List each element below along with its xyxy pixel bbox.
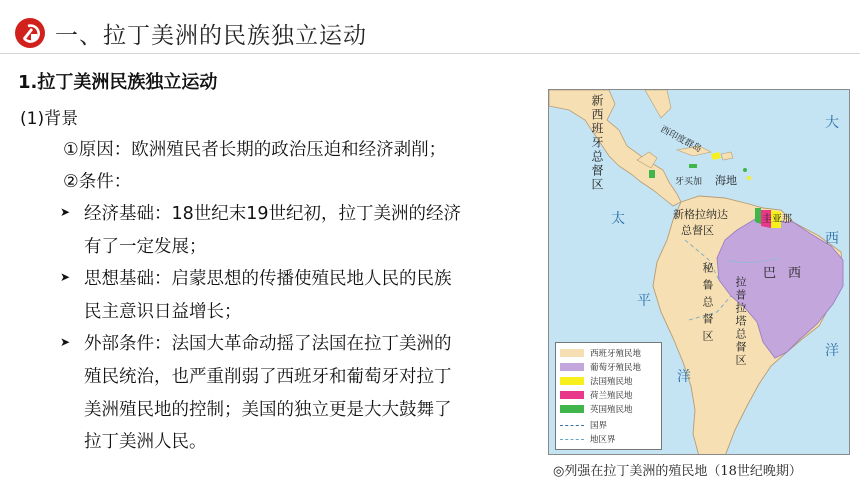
colonial-map [548, 89, 850, 455]
section-heading: 1.拉丁美洲民族独立运动 [18, 72, 218, 93]
map-label-new-spain: 新西班牙总督区 [590, 94, 604, 192]
map-label-west-indies: 西印度群岛 [658, 124, 704, 155]
map-label-pacific-2: 平 [637, 293, 651, 309]
external-conditions-line-4: 拉丁美洲人民。 [84, 432, 207, 452]
map-caption: ◎列强在拉丁美洲的殖民地（18世纪晚期） [553, 464, 802, 479]
external-conditions-line-2: 殖民统治，也严重削弱了西班牙和葡萄牙对拉丁 [84, 367, 452, 387]
map-label-pacific-3: 洋 [677, 369, 691, 385]
arrow-bullet-icon: ➤ [60, 270, 71, 284]
map-label-new-granada-1: 新格拉纳达 [673, 208, 728, 221]
condition-label: ②条件： [63, 172, 132, 192]
arrow-bullet-icon: ➤ [60, 335, 71, 349]
map-label-la-plata: 拉普拉塔总督区 [734, 276, 747, 367]
economic-basis-line-1: 经济基础：18世纪末19世纪初，拉丁美洲的经济 [84, 204, 462, 224]
cause-text: ①原因：欧洲殖民者长期的政治压迫和经济剥削； [63, 140, 447, 160]
map-label-atlantic-1: 大 [825, 115, 839, 131]
map-label-new-granada-2: 总督区 [681, 224, 714, 237]
legend-swatch [560, 363, 584, 371]
legend-line [560, 425, 584, 426]
legend-item-portugal: 葡萄牙殖民地 [560, 361, 641, 373]
map-label-atlantic-3: 洋 [825, 343, 839, 359]
background-label: (1)背景 [20, 109, 79, 129]
legend-swatch [560, 391, 584, 399]
legend-item-national-border: 国界 [560, 419, 607, 431]
arrow-bullet-icon: ➤ [60, 205, 71, 219]
legend-item-britain: 英国殖民地 [560, 403, 633, 415]
legend-item-netherlands: 荷兰殖民地 [560, 389, 633, 401]
map-label-pacific-1: 太 [611, 211, 625, 227]
legend-item-spain: 西班牙殖民地 [560, 347, 641, 359]
legend-swatch [560, 405, 584, 413]
legend-item-france: 法国殖民地 [560, 375, 633, 387]
map-label-atlantic-2: 西 [825, 231, 839, 247]
map-label-haiti: 海地 [715, 174, 737, 187]
legend-line [560, 439, 584, 440]
external-conditions-line-3: 美洲殖民地的控制；美国的独立更是大大鼓舞了 [84, 400, 452, 420]
party-emblem-icon [14, 17, 46, 49]
map-legend [555, 342, 662, 450]
legend-swatch [560, 349, 584, 357]
external-conditions-line-1: 外部条件：法国大革命动摇了法国在拉丁美洲的 [84, 334, 452, 354]
map-label-guiana: 圭亚那 [762, 214, 792, 225]
legend-item-regional-border: 地区界 [560, 433, 616, 445]
map-label-brazil: 巴西 [763, 266, 814, 281]
legend-swatch [560, 377, 584, 385]
ideological-basis-line-1: 思想基础：启蒙思想的传播使殖民地人民的民族 [84, 269, 452, 289]
ideological-basis-line-2: 民主意识日益增长； [84, 302, 242, 322]
slide-title: 一、拉丁美洲的民族独立运动 [55, 23, 367, 49]
map-label-jamaica: 牙买加 [675, 177, 703, 187]
economic-basis-line-2: 有了一定发展； [84, 237, 207, 257]
map-label-peru: 秘鲁总督区 [701, 262, 714, 347]
title-divider [0, 53, 860, 54]
